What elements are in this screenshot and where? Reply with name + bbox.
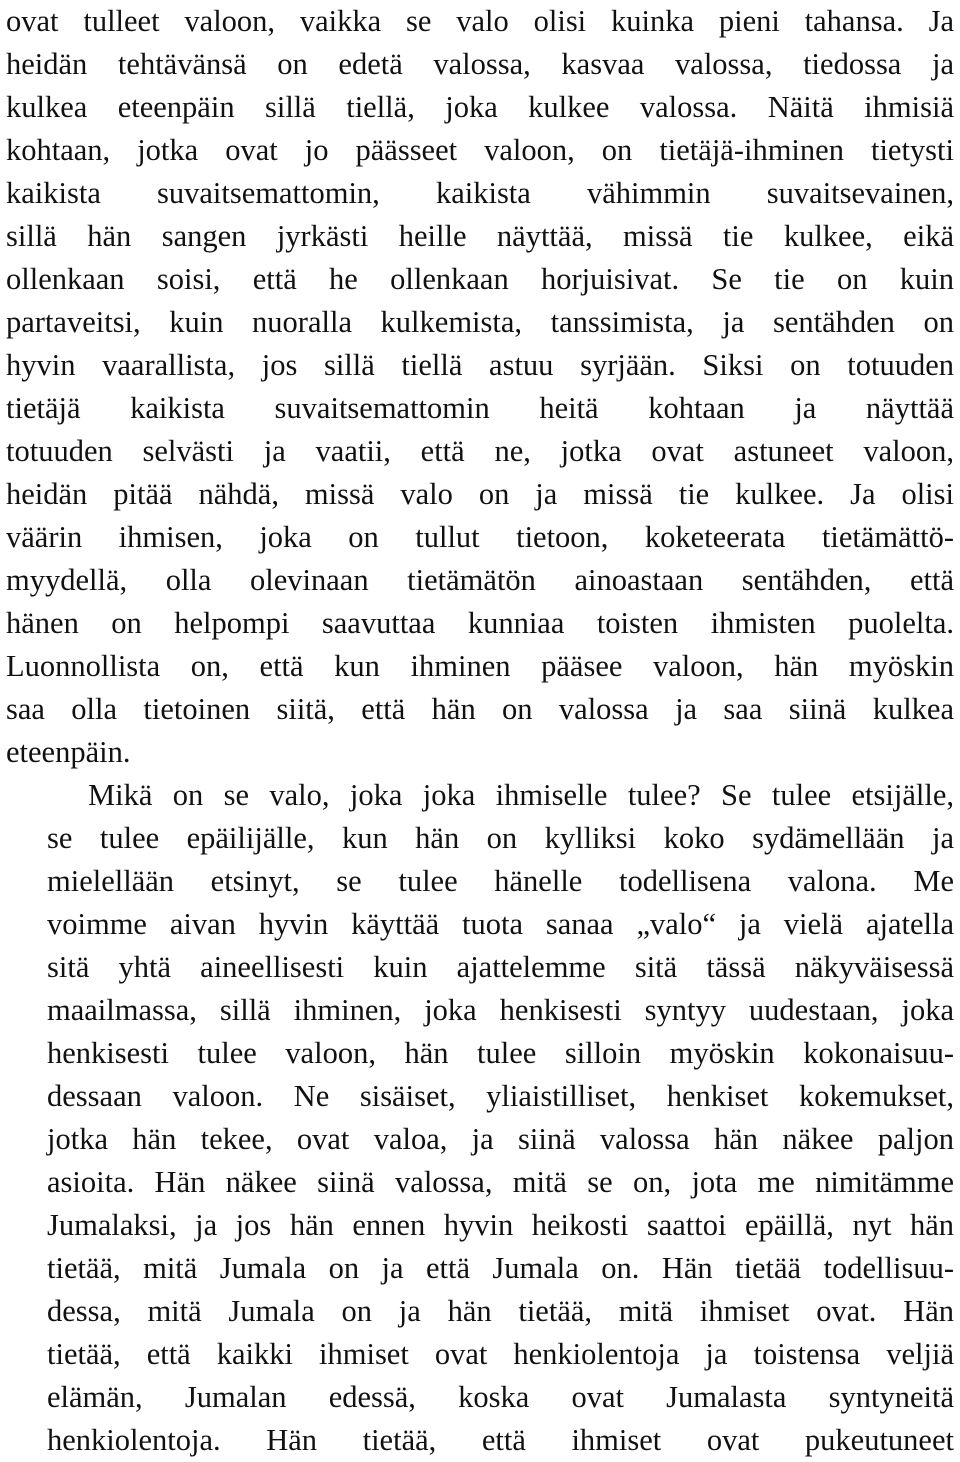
text-line: asioita. Hän näkee siinä valossa, mitä se on, jota me nimitämme [47,1165,954,1199]
text-line: voimme aivan hyvin käyttää tuota sanaa „valo“ ja vielä ajatella [47,907,954,941]
text-line: kulkea eteenpäin sillä tiellä, joka kulkee valossa. Näitä ihmisiä [6,90,954,124]
text-line: tietää, että kaikki ihmiset ovat henkiolentoja ja toistensa veljiä [47,1337,954,1371]
text-line: dessaan valoon. Ne sisäiset, yliaistilliset, henkiset kokemukset, [47,1079,954,1113]
text-line: tietäjä kaikista suvaitsemattomin heitä kohtaan ja näyttää [6,391,954,425]
text-line: heidän tehtävänsä on edetä valossa, kasvaa valossa, tiedossa ja [6,47,954,81]
text-line: elämän, Jumalan edessä, koska ovat Jumalasta syntyneitä [47,1380,954,1414]
text-line: Luonnollista on, että kun ihminen pääsee valoon, hän myöskin [6,649,954,683]
text-line: partaveitsi, kuin nuoralla kulkemista, tanssimista, ja sentähden on [6,305,954,339]
paragraph-1 [6,0,954,774]
text-line: henkisesti tulee valoon, hän tulee silloin myöskin kokonaisuu- [47,1036,954,1070]
text-line: kohtaan, jotka ovat jo päässeet valoon, on tietäjä-ihminen tietysti [6,133,954,167]
text-line: se tulee epäilijälle, kun hän on kylliksi koko sydämellään ja [47,821,954,855]
text-line: Mikä on se valo, joka joka ihmiselle tulee? Se tulee etsijälle, [88,778,954,812]
text-line: saa olla tietoinen siitä, että hän on valossa ja saa siinä kulkea [6,692,954,726]
document-page [6,0,954,1462]
text-line: Jumalaksi, ja jos hän ennen hyvin heikosti saattoi epäillä, nyt hän [47,1208,954,1242]
text-line: ovat tulleet valoon, vaikka se valo olisi kuinka pieni tahansa. Ja [6,4,954,38]
text-line: kaikista suvaitsemattomin, kaikista vähimmin suvaitsevainen, [6,176,954,210]
text-line: tietää, mitä Jumala on ja että Jumala on. Hän tietää todellisuu- [47,1251,954,1285]
text-line: jotka hän tekee, ovat valoa, ja siinä valossa hän näkee paljon [47,1122,954,1156]
paragraph-2 [6,774,954,1462]
text-line: hänen on helpompi saavuttaa kunniaa toisten ihmisten puolelta. [6,606,954,640]
text-line: ollenkaan soisi, että he ollenkaan horjuisivat. Se tie on kuin [6,262,954,296]
text-line: myydellä, olla olevinaan tietämätön ainoastaan sentähden, että [6,563,954,597]
text-line: hyvin vaarallista, jos sillä tiellä astuu syrjään. Siksi on totuuden [6,348,954,382]
text-line: mielellään etsinyt, se tulee hänelle todellisena valona. Me [47,864,954,898]
text-line: totuuden selvästi ja vaatii, että ne, jotka ovat astuneet valoon, [6,434,954,468]
text-line: maailmassa, sillä ihminen, joka henkisesti syntyy uudestaan, joka [47,993,954,1027]
text-line: väärin ihmisen, joka on tullut tietoon, koketeerata tietämättö- [6,520,954,554]
text-line: dessa, mitä Jumala on ja hän tietää, mitä ihmiset ovat. Hän [47,1294,954,1328]
text-line: sitä yhtä aineellisesti kuin ajattelemme sitä tässä näkyväisessä [47,950,954,984]
text-line: heidän pitää nähdä, missä valo on ja missä tie kulkee. Ja olisi [6,477,954,511]
text-line: henkiolentoja. Hän tietää, että ihmiset ovat pukeutuneet [47,1423,954,1457]
text-line: sillä hän sangen jyrkästi heille näyttää, missä tie kulkee, eikä [6,219,954,253]
text-line: eteenpäin. [6,735,131,769]
